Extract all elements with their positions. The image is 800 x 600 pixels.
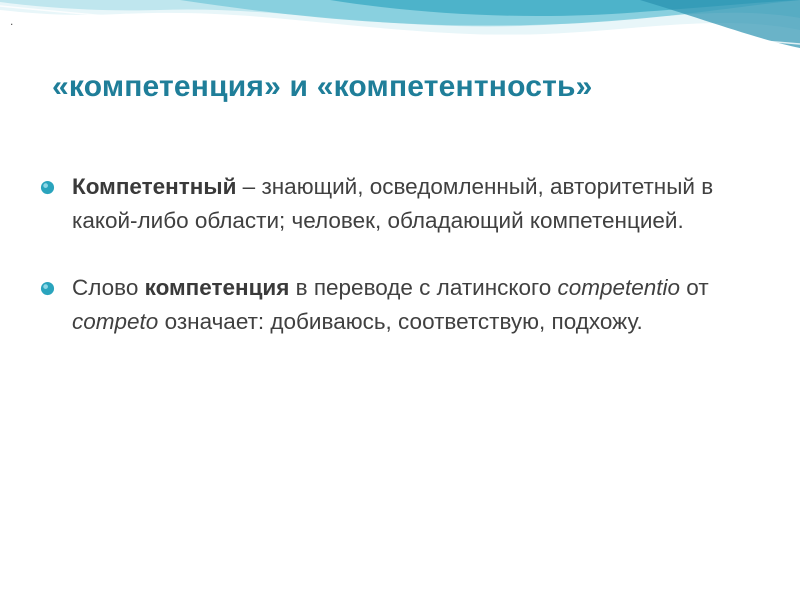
term-kompetentsiya: компетенция bbox=[144, 275, 290, 300]
bullet2-prefix: Слово bbox=[72, 275, 145, 300]
bullet2-from: от bbox=[680, 275, 709, 300]
definition-text: – знающий, осведомленный, авторитетный в какой-либо области; человек, обладающий компетенцией. bbox=[72, 174, 714, 233]
bullet-icon bbox=[40, 281, 55, 296]
bullet2-rest: означает: добиваюсь, соответствую, подхожу. bbox=[158, 308, 643, 334]
bullet-item-1 bbox=[38, 170, 768, 237]
latin-word-competentio: competentio bbox=[557, 275, 681, 300]
bullet-item-2 bbox=[38, 271, 768, 338]
corner-dot: . bbox=[10, 14, 14, 28]
slide-body bbox=[38, 170, 768, 338]
latin-word-competo: competo bbox=[72, 308, 159, 334]
term-kompetentnyi: Компетентный bbox=[72, 174, 237, 199]
slide-title: «компетенция» и «компетентность» bbox=[52, 70, 593, 103]
bullet2-middle: в переводе с латинского bbox=[289, 275, 558, 300]
bullet-icon bbox=[40, 180, 55, 195]
header-wave-decoration bbox=[0, 0, 800, 80]
